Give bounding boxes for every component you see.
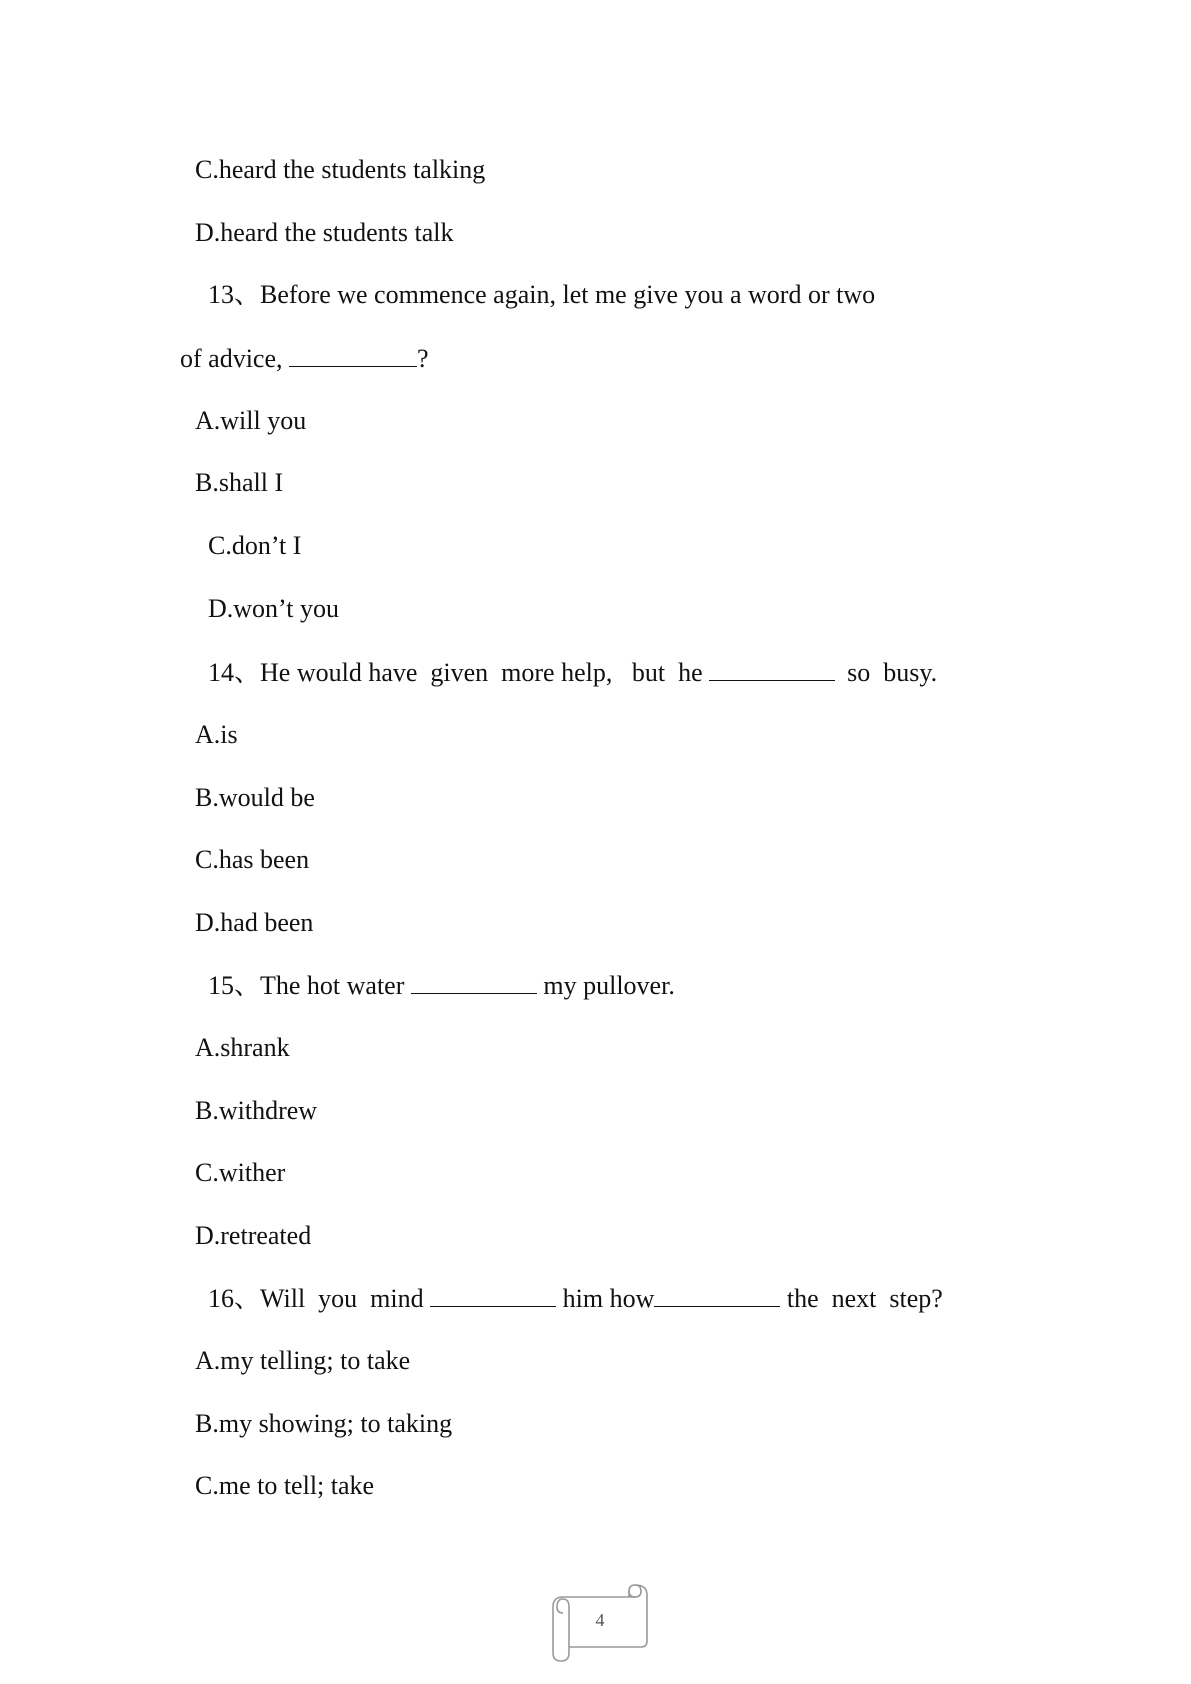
option-13c: C.don’t I (208, 531, 302, 560)
option-14a: A.is (195, 720, 238, 749)
option-12d: D.heard the students talk (195, 218, 454, 247)
option-14d: D.had been (195, 908, 314, 937)
q16-text-b: him how (556, 1284, 655, 1313)
question-15 (208, 969, 675, 1002)
option-15b: B.withdrew (195, 1096, 318, 1125)
q15-text-b: my pullover. (536, 971, 675, 1000)
option-13b: B.shall I (195, 468, 284, 497)
option-14b: B.would be (195, 783, 315, 812)
q16-text-c: the next step? (780, 1284, 943, 1313)
q14-text-a: 14、He would have given more help, but he (208, 658, 710, 687)
q16-text-a: 16、Will you mind (208, 1284, 431, 1313)
option-16b: B.my showing; to taking (195, 1409, 453, 1438)
question-13: 13、Before we commence again, let me give you a word or two (208, 280, 876, 309)
option-16a: A.my telling; to take (195, 1346, 411, 1375)
option-13d: D.won’t you (208, 594, 339, 623)
question-13-continued (180, 342, 429, 375)
question-16 (208, 1282, 943, 1315)
q13-text-a: of advice, (180, 344, 290, 373)
question-14 (208, 656, 937, 689)
q14-text-b: so busy. (847, 658, 938, 687)
answer-blank (430, 1282, 556, 1307)
option-15d: D.retreated (195, 1221, 312, 1250)
option-13a: A.will you (195, 406, 307, 435)
answer-blank (411, 969, 537, 994)
option-15a: A.shrank (195, 1033, 290, 1062)
answer-blank (709, 656, 835, 681)
option-15c: C.wither (195, 1158, 286, 1187)
answer-blank (289, 342, 417, 367)
option-14c: C.has been (195, 845, 310, 874)
q13-text-b: ? (417, 344, 429, 373)
option-12c: C.heard the students talking (195, 155, 486, 184)
q15-text-a: 15、The hot water (208, 971, 411, 1000)
answer-blank (654, 1282, 780, 1307)
page-number: 4 (595, 1610, 605, 1630)
option-16c: C.me to tell; take (195, 1471, 375, 1500)
